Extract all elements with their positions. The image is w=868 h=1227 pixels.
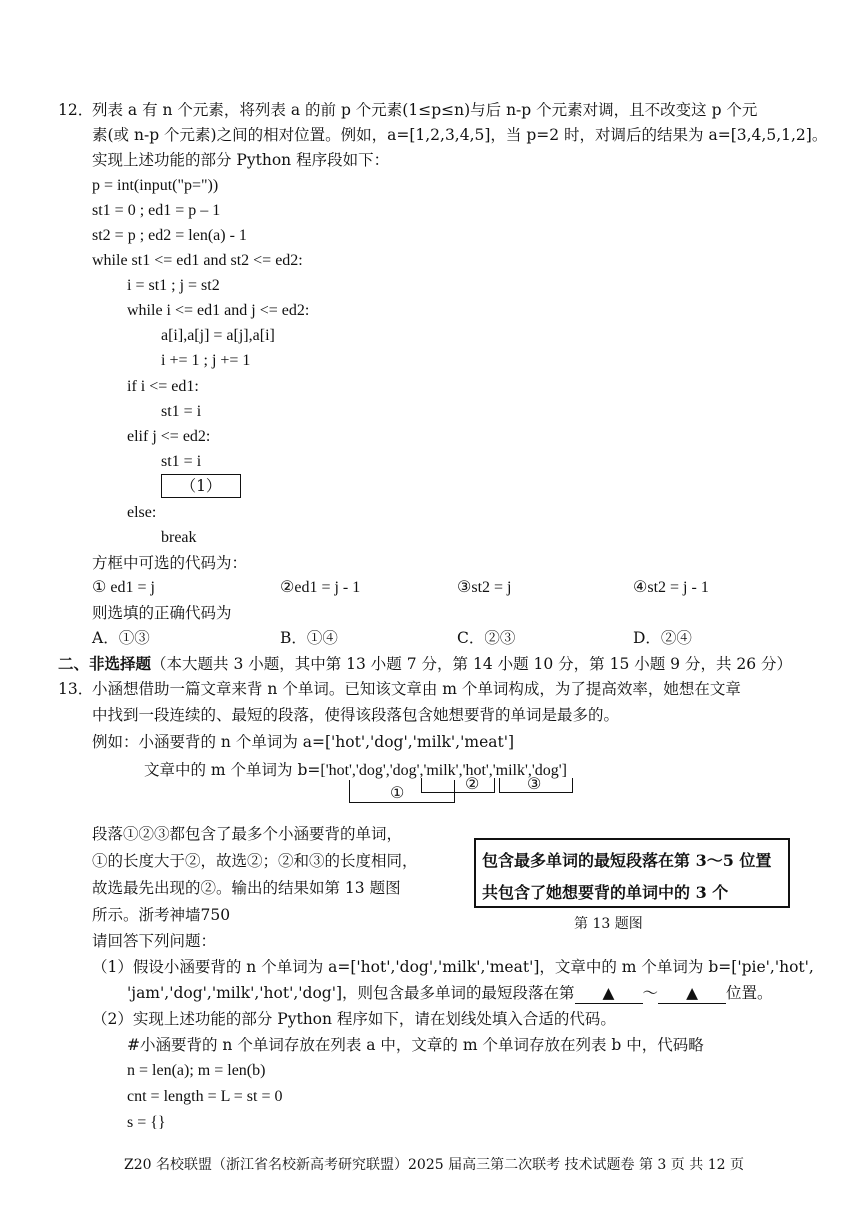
code-line: st2 = p ; ed2 = len(a) - 1 <box>92 227 247 244</box>
section-title: 二、非选择题 <box>58 654 152 673</box>
figure-caption: 第 13 题图 <box>574 916 643 932</box>
code-line: cnt = length = L = st = 0 <box>127 1088 283 1105</box>
q13-para-line: ①的长度大于②，故选②；②和③的长度相同， <box>92 852 418 870</box>
code-line: break <box>161 529 197 546</box>
answer-blank: ▲ <box>575 983 643 1004</box>
question-number-13: 13． <box>58 680 94 698</box>
q12-text-line3: 实现上述功能的部分 Python 程序段如下： <box>92 151 390 169</box>
code-line: while st1 <= ed1 and st2 <= ed2: <box>92 252 303 269</box>
q13-text-line1: 小涵想借助一篇文章来背 n 个单词。已知该文章由 m 个单词构成，为了提高效率，她想在文章 <box>92 680 741 698</box>
code-line: s = {} <box>127 1114 166 1131</box>
code-line: elif j <= ed2: <box>127 428 211 445</box>
page-footer: Z20 名校联盟（浙江省名校新高考研究联盟）2025 届高三第二次联考 技术试题卷 第 3 页 共 12 页 <box>124 1157 744 1173</box>
code-line: n = len(a); m = len(b) <box>127 1062 266 1079</box>
output-line-2: 共包含了她想要背的单词中的 3 个 <box>482 883 729 902</box>
option-1: ① ed1 = j <box>92 579 155 596</box>
code-line: i = st1 ; j = st2 <box>127 277 220 294</box>
q13-sub2: （2）实现上述功能的部分 Python 程序如下，请在划线处填入合适的代码。 <box>92 1010 616 1028</box>
output-result-box <box>474 838 790 908</box>
code-line: while i <= ed1 and j <= ed2: <box>127 302 310 319</box>
q13-para-line: 段落①②③都包含了最多个小涵要背的单词， <box>92 825 403 843</box>
section-description: （本大题共 3 小题，其中第 13 小题 7 分，第 14 小题 10 分，第 15 小题 9 分，共 26 分） <box>151 655 793 673</box>
q13-sub1-line1: （1）假设小涵要背的 n 个单词为 a=['hot','dog','milk','meat']，文章中的 m 个单词为 b=['pie','hot', <box>92 958 814 976</box>
q13-example-line1: 例如：小涵要背的 n 个单词为 a=['hot','dog','milk','meat'] <box>92 733 515 751</box>
q13-para-line: 所示。浙考神墙750 <box>92 906 231 924</box>
segment-label-2: ② <box>465 774 480 793</box>
segment-bracket-2 <box>421 778 495 793</box>
options-intro: 方框中可选的代码为： <box>92 554 248 572</box>
code-line: st1 = 0 ; ed1 = p – 1 <box>92 202 221 219</box>
choice-b: B．①④ <box>280 629 338 647</box>
q13-sub1-line2 <box>127 983 773 1004</box>
answer-intro: 则选填的正确代码为 <box>92 604 232 622</box>
choice-c: C．②③ <box>457 629 516 647</box>
answer-blank: ▲ <box>658 983 726 1004</box>
segment-label-1: ① <box>390 783 405 802</box>
code-line: #小涵要背的 n 个单词存放在列表 a 中，文章的 m 个单词存放在列表 b 中，代码略 <box>127 1036 704 1054</box>
output-line-1: 包含最多单词的最短段落在第 3～5 位置 <box>482 851 772 870</box>
code-line: i += 1 ; j += 1 <box>161 352 251 369</box>
code-line: else: <box>127 504 157 521</box>
option-4: ④st2 = j - 1 <box>633 579 709 596</box>
q12-text-line2: 素(或 n-p 个元素)之间的相对位置。例如，a=[1,2,3,4,5]，当 p=2 时，对调后的结果为 a=[3,4,5,1,2]。 <box>92 126 828 144</box>
question-number-12: 12． <box>58 101 94 119</box>
code-line: st1 = i <box>161 453 202 470</box>
answer-box-1: （1） <box>161 474 241 498</box>
example-prefix: 文章中的 m 个单词为 b= <box>144 761 321 779</box>
example-word-list: ['hot','dog','dog','milk','hot','milk','dog'] <box>320 762 567 779</box>
q13-para-line: 故选最先出现的②。输出的结果如第 13 题图 <box>92 879 401 897</box>
option-3: ③st2 = j <box>457 579 512 596</box>
code-line: st1 = i <box>161 403 202 420</box>
q13-ask: 请回答下列问题： <box>92 932 217 950</box>
q12-text-line1: 列表 a 有 n 个元素，将列表 a 的前 p 个元素(1≤p≤n)与后 n-p 个元素对调，且不改变这 p 个元 <box>92 101 758 119</box>
choice-d: D．②④ <box>633 629 692 647</box>
code-line: p = int(input("p=")) <box>92 177 219 194</box>
section-heading <box>58 654 792 674</box>
segment-label-3: ③ <box>527 774 542 793</box>
code-line: if i <= ed1: <box>127 378 199 395</box>
sub1-text: 'jam','dog','milk','hot','dog']，则包含最多单词的最短段落在第 <box>127 984 575 1002</box>
tilde: ～ <box>642 984 659 1002</box>
code-line: a[i],a[j] = a[j],a[i] <box>161 327 275 344</box>
q13-text-line2: 中找到一段连续的、最短的段落，使得该段落包含她想要背的单词是最多的。 <box>92 706 620 724</box>
option-2: ②ed1 = j - 1 <box>280 579 361 596</box>
sub1-end: 位置。 <box>726 984 773 1002</box>
choice-a: A．①③ <box>92 629 150 647</box>
